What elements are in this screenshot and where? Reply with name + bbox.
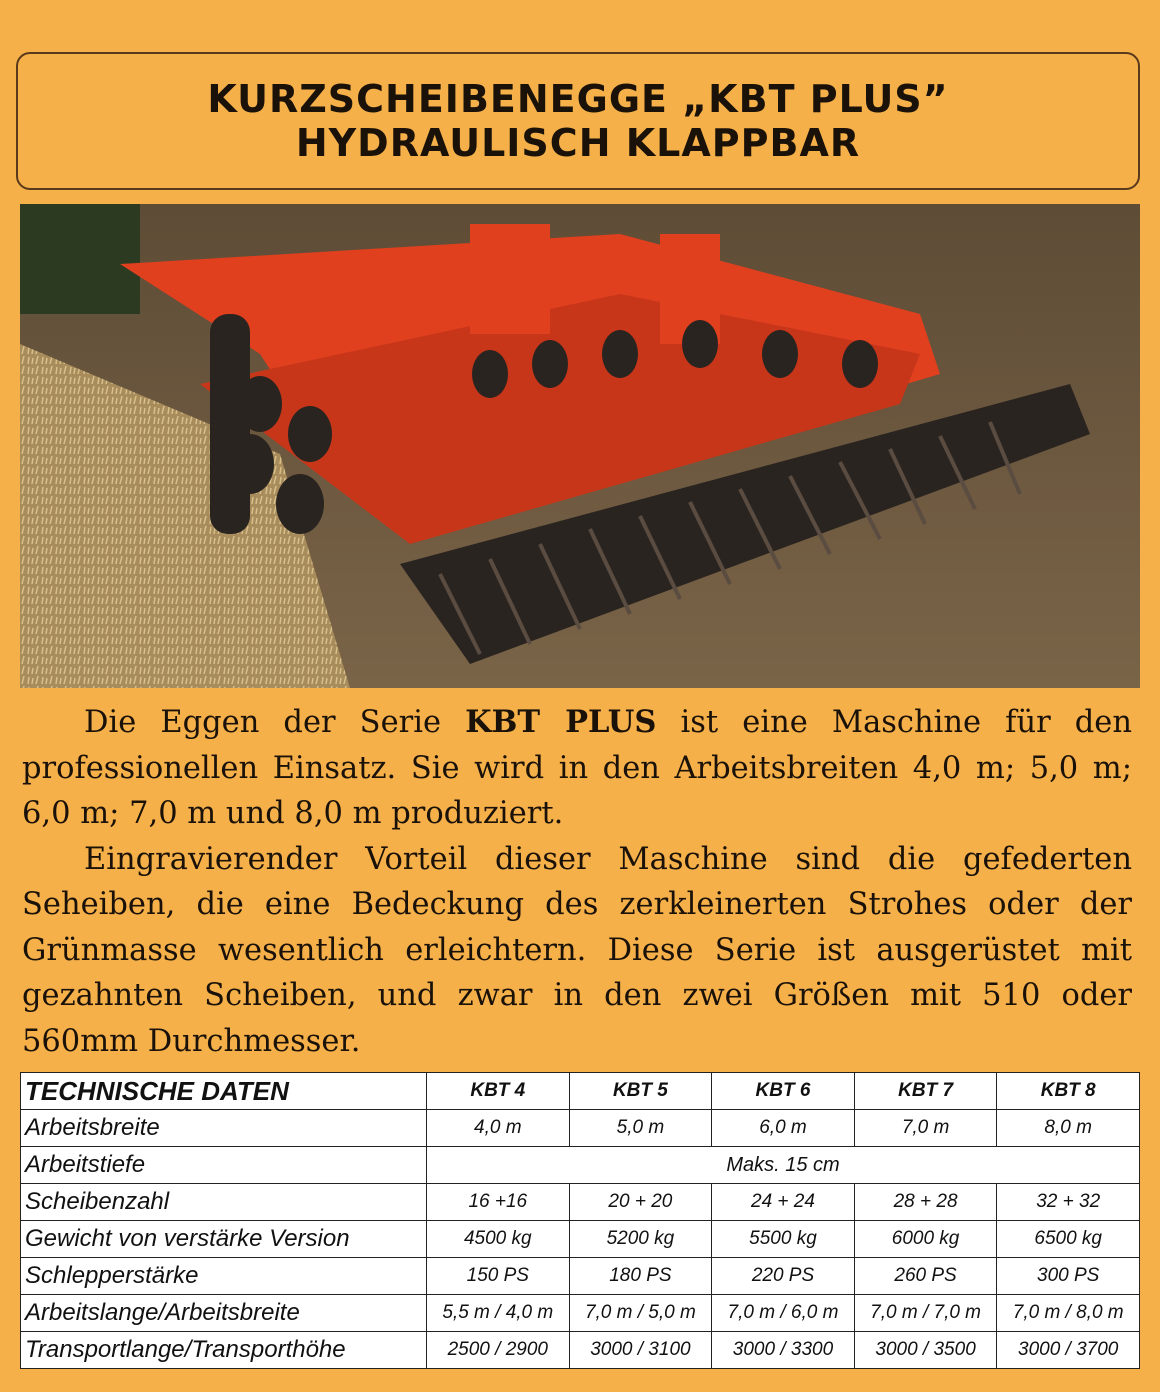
header-kbt4: KBT 4 [427, 1073, 570, 1110]
cell: 2500 / 2900 [427, 1332, 570, 1369]
cell: 16 +16 [427, 1184, 570, 1221]
product-photo [20, 204, 1140, 688]
table-header-row [21, 1073, 1140, 1110]
cell: 32 + 32 [997, 1184, 1140, 1221]
table-row [21, 1147, 1140, 1184]
row-label: Arbeitstiefe [21, 1147, 427, 1184]
table-row [21, 1258, 1140, 1295]
table-row [21, 1221, 1140, 1258]
cell: 260 PS [854, 1258, 997, 1295]
header-label: TECHNISCHE DATEN [21, 1073, 427, 1110]
table-row [21, 1295, 1140, 1332]
description-paragraph-1 [22, 700, 1132, 837]
row-label: Schlepperstärke [21, 1258, 427, 1295]
cell: 180 PS [569, 1258, 712, 1295]
cell: 7,0 m / 8,0 m [997, 1295, 1140, 1332]
description [22, 700, 1132, 1064]
cell: 5500 kg [712, 1221, 855, 1258]
table-row [21, 1332, 1140, 1369]
row-label: Arbeitsbreite [21, 1110, 427, 1147]
p1-text: Die Eggen der Serie [84, 705, 466, 740]
header-kbt6: KBT 6 [712, 1073, 855, 1110]
cell: 3000 / 3300 [712, 1332, 855, 1369]
header-kbt5: KBT 5 [569, 1073, 712, 1110]
cell: 28 + 28 [854, 1184, 997, 1221]
cell: 3000 / 3100 [569, 1332, 712, 1369]
cell: Maks. 15 cm [427, 1147, 1140, 1184]
cell: 6,0 m [712, 1110, 855, 1147]
table-row [21, 1110, 1140, 1147]
cell: 7,0 m / 5,0 m [569, 1295, 712, 1332]
cell: 4500 kg [427, 1221, 570, 1258]
description-paragraph-2: Eingravierender Vorteil dieser Maschine sind die gefederten Seheiben, die eine Bedeckung des zerkleinerten Strohes oder der Grünmasse wesentlich erleichtern. Diese Serie ist ausgerüstet mit gezahnten Scheiben, und zwar in den zwei Größen mit 510 oder 560mm Durchmesser. [22, 841, 1132, 1059]
row-label: Transportlange/Transporthöhe [21, 1332, 427, 1369]
title-box [16, 52, 1140, 190]
cell: 3000 / 3700 [997, 1332, 1140, 1369]
cell: 6000 kg [854, 1221, 997, 1258]
cell: 20 + 20 [569, 1184, 712, 1221]
cell: 7,0 m / 6,0 m [712, 1295, 855, 1332]
row-label: Arbeitslange/Arbeitsbreite [21, 1295, 427, 1332]
title-line-1: KURZSCHEIBENEGGE „KBT PLUS” [207, 77, 949, 121]
cell: 7,0 m / 7,0 m [854, 1295, 997, 1332]
cell: 6500 kg [997, 1221, 1140, 1258]
cell: 8,0 m [997, 1110, 1140, 1147]
cell: 3000 / 3500 [854, 1332, 997, 1369]
cell: 5200 kg [569, 1221, 712, 1258]
row-label: Scheibenzahl [21, 1184, 427, 1221]
cell: 4,0 m [427, 1110, 570, 1147]
spec-table [20, 1072, 1140, 1369]
cell: 5,0 m [569, 1110, 712, 1147]
cell: 24 + 24 [712, 1184, 855, 1221]
cell: 7,0 m [854, 1110, 997, 1147]
cell: 300 PS [997, 1258, 1140, 1295]
title-line-2: HYDRAULISCH KLAPPBAR [295, 121, 861, 165]
header-kbt8: KBT 8 [997, 1073, 1140, 1110]
cell: 150 PS [427, 1258, 570, 1295]
series-name: KBT PLUS [465, 704, 657, 740]
row-label: Gewicht von verstärke Version [21, 1221, 427, 1258]
cell: 220 PS [712, 1258, 855, 1295]
cell: 5,5 m / 4,0 m [427, 1295, 570, 1332]
header-kbt7: KBT 7 [854, 1073, 997, 1110]
table-row [21, 1184, 1140, 1221]
p1-text-cont: ist eine Maschine für den professionellen Einsatz. Sie wird in den Arbeitsbreiten 4,0 m; 5,0 m; 6,0 m; 7,0 m und 8,0 m produziert. [22, 705, 1132, 831]
